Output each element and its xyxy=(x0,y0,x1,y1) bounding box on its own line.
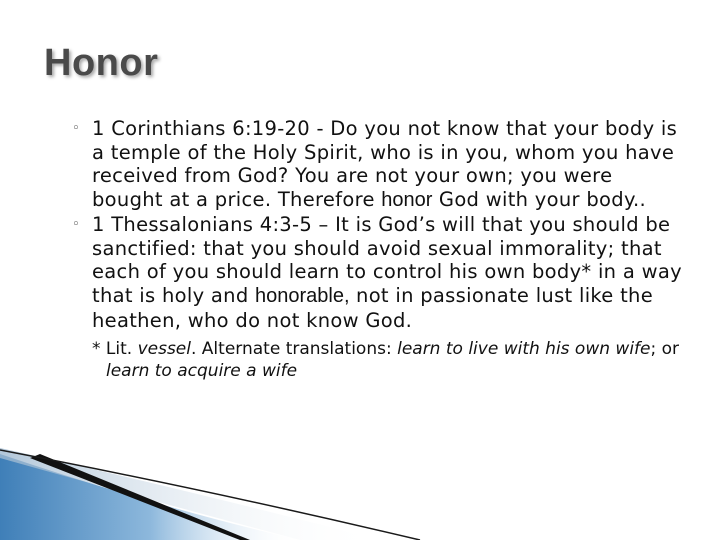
footnote-italic: learn to live with his own wife xyxy=(397,339,651,360)
bullet-text: 1 Corinthians 6:19-20 - Do you not know that your body is a temple of the Holy Spirit, who is in you, whom you have received from God? You are not your own; you were bought at a price. Therefore xyxy=(92,117,678,212)
decorative-swoosh xyxy=(0,448,720,540)
slide-title: Honor xyxy=(44,42,159,84)
bullet-text-end: not in passionate lust like the heathen, who do not know God. xyxy=(92,283,654,332)
bullet-text-end: God with your body.. xyxy=(432,188,646,212)
footnote-italic: vessel xyxy=(137,339,191,360)
emphasis-honorable: honorable, xyxy=(255,284,350,307)
footnote-text: ; or xyxy=(650,339,680,360)
bullet-item-corinthians xyxy=(72,117,682,213)
footnote xyxy=(92,338,682,382)
footnote-text: * Lit. xyxy=(92,339,138,360)
bullet-marker: ◦ xyxy=(72,216,80,232)
footnote-italic: learn to acquire a wife xyxy=(106,361,298,382)
slide-body xyxy=(72,117,682,382)
bullet-marker: ◦ xyxy=(72,121,80,136)
bullet-text: 1 Thessalonians 4:3-5 – It is God’s will that you should be sanctified: that you should avoid sexual immorality; that each of you should learn to control his own body* in a way that is holy and xyxy=(92,212,682,307)
footnote-text: . Alternate translations: xyxy=(191,339,398,360)
emphasis-honor: honor xyxy=(381,189,433,212)
bullet-item-thessalonians xyxy=(72,213,682,333)
